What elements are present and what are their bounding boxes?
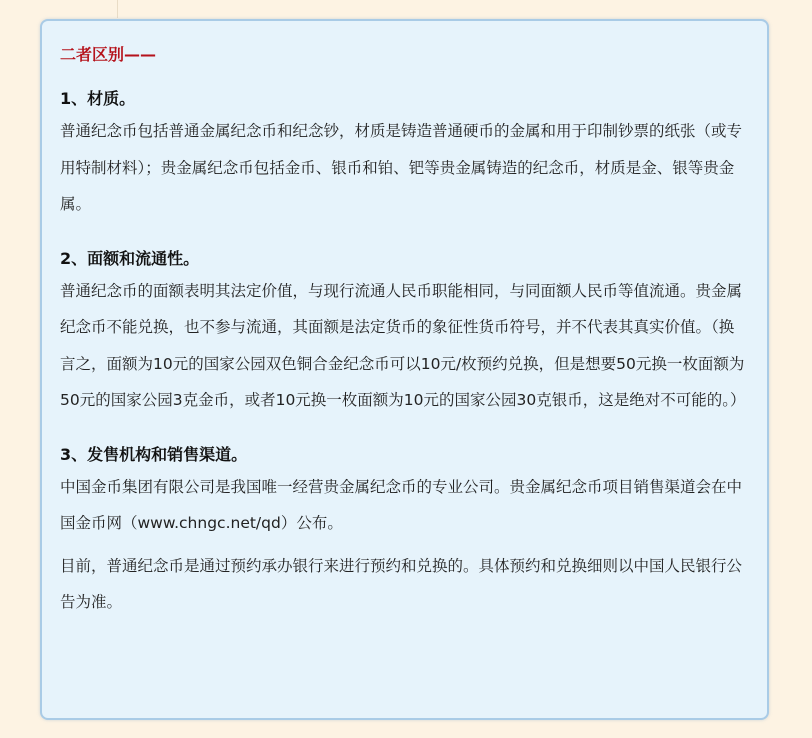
content-card xyxy=(40,19,769,720)
background-divider xyxy=(117,0,118,18)
section-heading: 1、材质。 xyxy=(60,89,136,108)
section-denomination xyxy=(60,245,749,419)
section-material xyxy=(60,85,749,223)
card-title: 二者区别—— xyxy=(60,45,157,64)
section-paragraph: 中国金币集团有限公司是我国唯一经营贵金属纪念币的专业公司。贵金属纪念币项目销售渠道会在中国金币网（www.chngc.net/qd）公布。 xyxy=(60,477,743,532)
section-paragraph: 目前，普通纪念币是通过预约承办银行来进行预约和兑换的。具体预约和兑换细则以中国人民银行公告为准。 xyxy=(60,556,743,611)
section-heading: 3、发售机构和销售渠道。 xyxy=(60,444,248,464)
section-paragraph: 普通纪念币的面额表明其法定价值，与现行流通人民币职能相同，与同面额人民币等值流通。贵金属纪念币不能兑换，也不参与流通，其面额是法定货币的象征性货币符号，并不代表其真实价值。（换言之，面额为10元的国家公园双色铜合金纪念币可以10元/枚预约兑换，但是想要50元换一枚面额为50元的国家公园3克金币，或者10元换一枚面额为10元的国家公园30克银币，这是绝对不可能的。） xyxy=(60,281,746,409)
section-heading: 2、面额和流通性。 xyxy=(60,248,200,268)
section-sales-channel xyxy=(60,441,749,621)
section-paragraph: 普通纪念币包括普通金属纪念币和纪念钞，材质是铸造普通硬币的金属和用于印制钞票的纸张（或专用特制材料）；贵金属纪念币包括金币、银币和铂、钯等贵金属铸造的纪念币，材质是金、银等贵金属。 xyxy=(60,122,743,213)
